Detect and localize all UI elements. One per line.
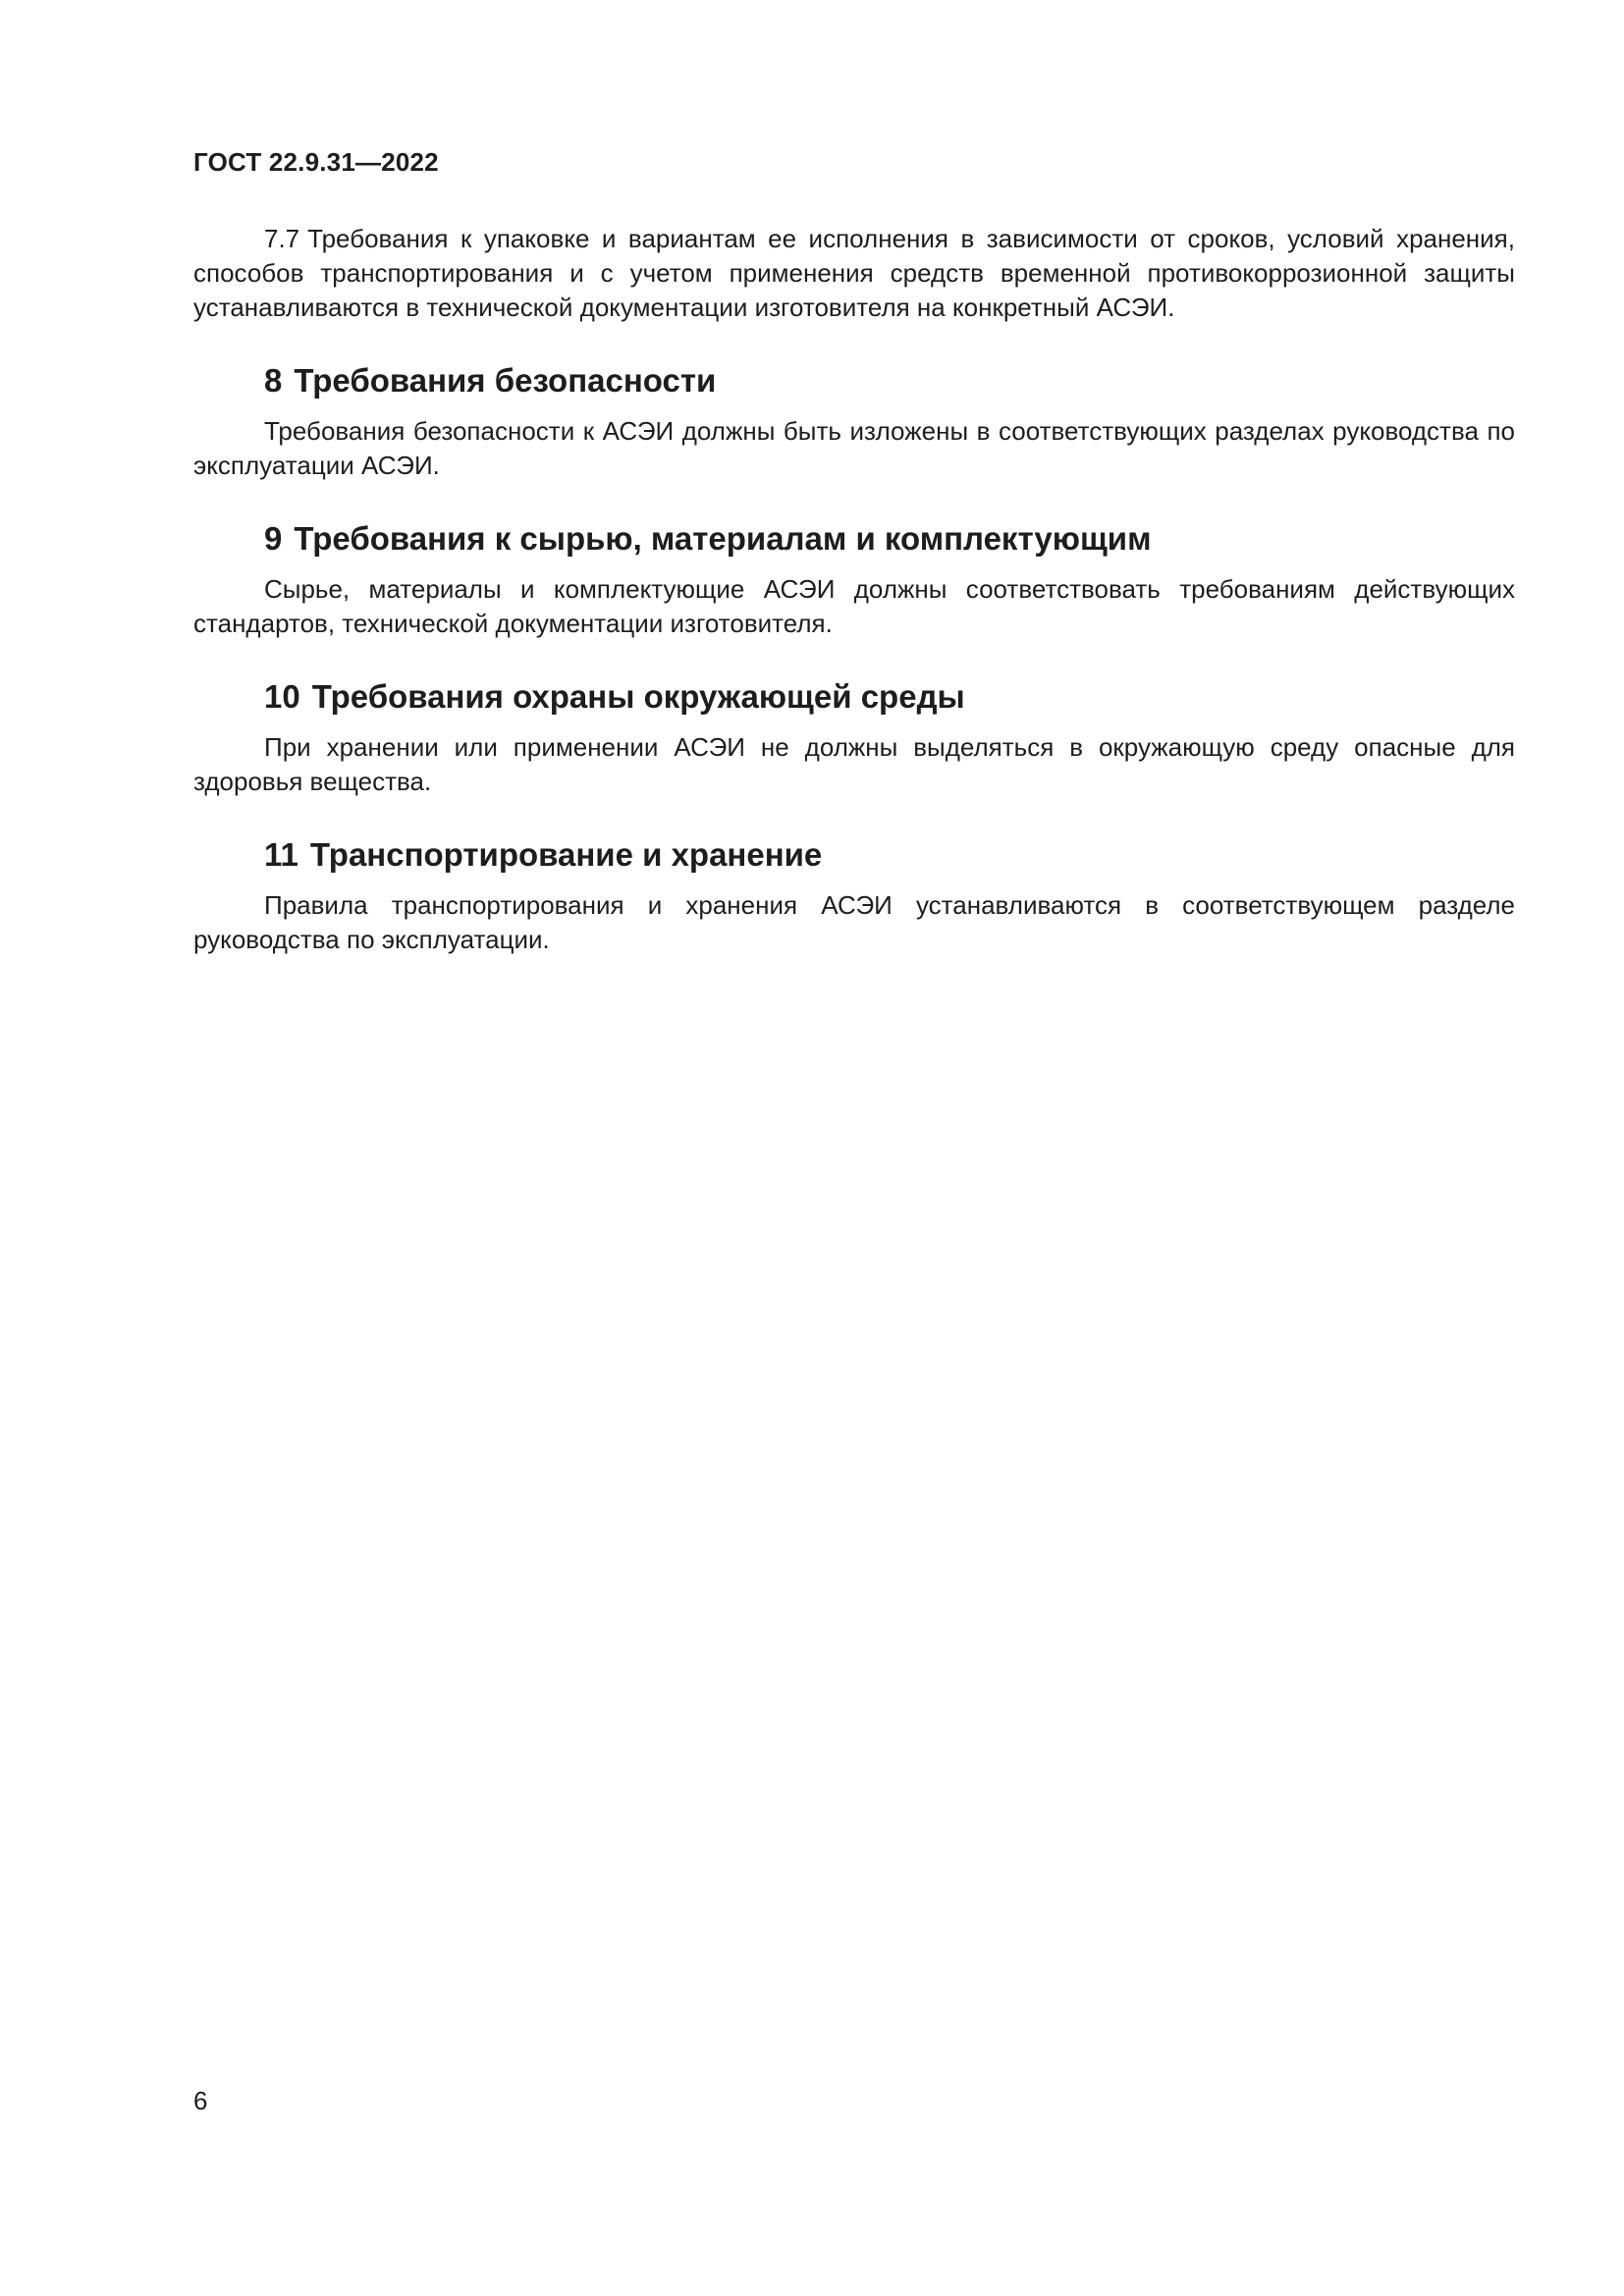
section-number: 8: [264, 362, 283, 399]
section-title-text: Требования охраны окружающей среды: [311, 678, 965, 715]
section-title-text: Требования к сырью, материалам и комплектующим: [294, 520, 1152, 557]
page-number: 6: [193, 2086, 208, 2115]
section-11-heading: [264, 835, 1515, 875]
section-number: 10: [264, 678, 300, 715]
section-title-text: Требования безопасности: [294, 362, 717, 399]
section-11-paragraph: Правила транспортирования и хранения АСЭИ устанавливаются в соответствующем разделе руководства по эксплуатации.: [193, 890, 1515, 954]
section-number: 9: [264, 520, 283, 557]
clause-number: 7.7: [264, 224, 300, 253]
section-10-paragraph: При хранении или применении АСЭИ не должны выделяться в окружающую среду опасные для здоровья вещества.: [193, 732, 1515, 796]
document-code-header: ГОСТ 22.9.31—2022: [193, 147, 439, 177]
section-title-text: Транспортирование и хранение: [309, 836, 823, 873]
section-10-heading: [264, 677, 1515, 717]
section-9-heading: [264, 519, 1515, 559]
clause-7-7-paragraph: [193, 222, 1515, 325]
document-body: [193, 222, 1515, 957]
clause-text: Требования к упаковке и вариантам ее исполнения в зависимости от сроков, условий хранения, способов транспортирования и с учетом применения средств временной противокоррозионной защиты устанавливаются в технической документации изготовителя на конкретный АСЭИ.: [193, 224, 1515, 322]
section-8-paragraph: Требования безопасности к АСЭИ должны быть изложены в соответствующих разделах руководства по эксплуатации АСЭИ.: [193, 416, 1515, 480]
section-9-paragraph: Сырье, материалы и комплектующие АСЭИ должны соответствовать требованиям действующих стандартов, технической документации изготовителя.: [193, 574, 1515, 638]
section-number: 11: [264, 836, 298, 873]
section-8-heading: [264, 361, 1515, 400]
